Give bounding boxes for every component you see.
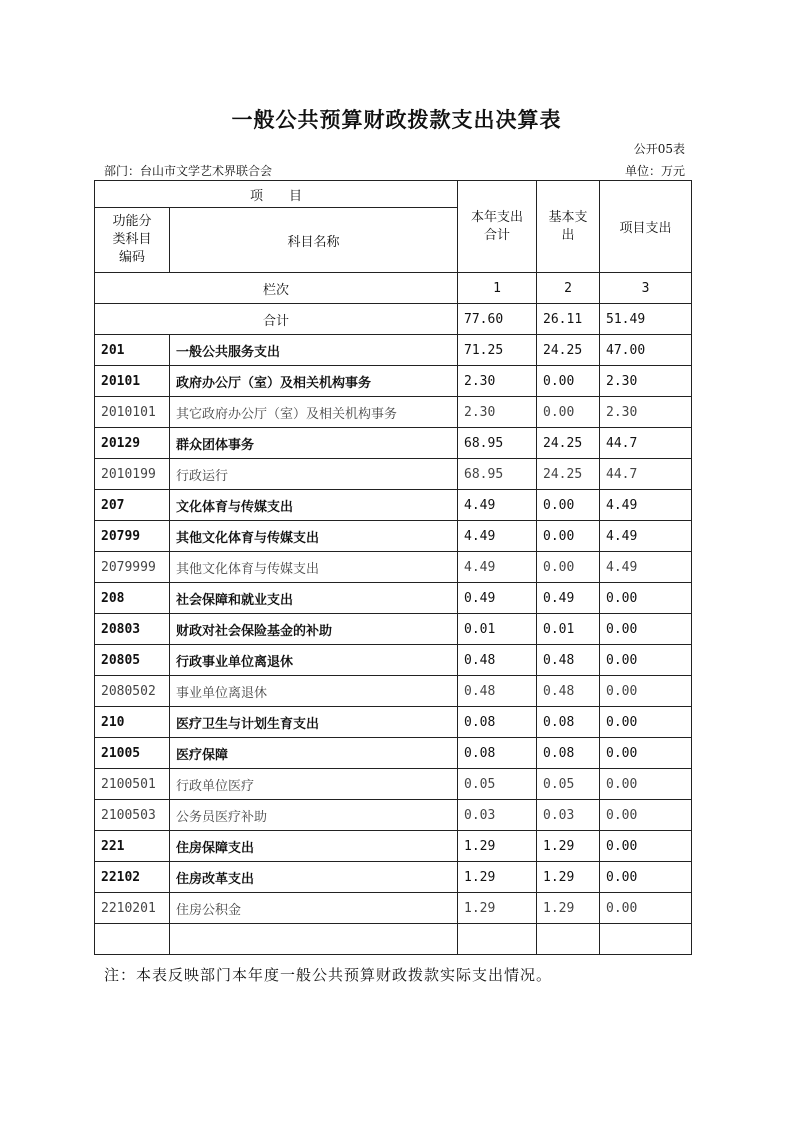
table-row: [95, 397, 692, 428]
row-code: 2079999: [95, 552, 170, 583]
table-row: [95, 583, 692, 614]
table-row: [95, 645, 692, 676]
sum-basic: 26.11: [537, 304, 600, 335]
row-project: 0.00: [600, 893, 692, 924]
row-code: 2100501: [95, 769, 170, 800]
row-code: 20803: [95, 614, 170, 645]
row-basic: 0.00: [537, 552, 600, 583]
row-basic: 0.48: [537, 645, 600, 676]
row-code: 210: [95, 707, 170, 738]
row-code: 207: [95, 490, 170, 521]
table-row: [95, 335, 692, 366]
row-code: 21005: [95, 738, 170, 769]
table-row: [95, 459, 692, 490]
row-total: 4.49: [458, 490, 537, 521]
header-project-expense: 项目支出: [600, 181, 692, 273]
header-code-line3: 编码: [118, 250, 145, 265]
row-total: 68.95: [458, 459, 537, 490]
row-project: 0.00: [600, 769, 692, 800]
row-basic: 0.48: [537, 676, 600, 707]
row-name: 政府办公厅（室）及相关机构事务: [170, 366, 458, 397]
row-code: 20805: [95, 645, 170, 676]
empty-cell: [458, 924, 537, 955]
sum-label: 合计: [95, 304, 458, 335]
sum-total: 77.60: [458, 304, 537, 335]
header-basic: [537, 181, 600, 273]
row-code: 2100503: [95, 800, 170, 831]
row-code: 201: [95, 335, 170, 366]
row-name: 社会保障和就业支出: [170, 583, 458, 614]
row-total: 1.29: [458, 831, 537, 862]
row-project: 0.00: [600, 583, 692, 614]
row-basic: 1.29: [537, 893, 600, 924]
row-project: 4.49: [600, 521, 692, 552]
row-basic: 0.01: [537, 614, 600, 645]
row-project: 2.30: [600, 366, 692, 397]
table-row: [95, 521, 692, 552]
row-project: 47.00: [600, 335, 692, 366]
expenditure-table: [94, 180, 692, 955]
table-row: [95, 769, 692, 800]
row-project: 4.49: [600, 490, 692, 521]
row-total: 0.49: [458, 583, 537, 614]
row-name: 群众团体事务: [170, 428, 458, 459]
row-name: 医疗卫生与计划生育支出: [170, 707, 458, 738]
row-total: 0.48: [458, 645, 537, 676]
empty-cell: [600, 924, 692, 955]
row-basic: 0.00: [537, 366, 600, 397]
row-code: 20799: [95, 521, 170, 552]
row-name: 其他文化体育与传媒支出: [170, 552, 458, 583]
row-code: 2010199: [95, 459, 170, 490]
row-code: 20101: [95, 366, 170, 397]
row-name: 财政对社会保险基金的补助: [170, 614, 458, 645]
row-name: 住房公积金: [170, 893, 458, 924]
row-name: 行政事业单位离退休: [170, 645, 458, 676]
row-total: 0.48: [458, 676, 537, 707]
row-name: 公务员医疗补助: [170, 800, 458, 831]
row-basic: 24.25: [537, 428, 600, 459]
row-basic: 1.29: [537, 831, 600, 862]
row-total: 0.01: [458, 614, 537, 645]
row-project: 0.00: [600, 645, 692, 676]
form-number: 公开05表: [633, 142, 685, 156]
table-row: [95, 676, 692, 707]
row-total: 4.49: [458, 552, 537, 583]
row-total: 2.30: [458, 366, 537, 397]
empty-cell: [537, 924, 600, 955]
page-title: 一般公共预算财政拨款支出决算表: [231, 107, 562, 132]
row-basic: 24.25: [537, 335, 600, 366]
row-project: 0.00: [600, 831, 692, 862]
unit-label: 单位：万元: [624, 164, 685, 178]
table-row: [95, 366, 692, 397]
empty-cell: [170, 924, 458, 955]
row-name: 其他文化体育与传媒支出: [170, 521, 458, 552]
row-code: 2080502: [95, 676, 170, 707]
row-basic: 0.00: [537, 521, 600, 552]
header-project: 项 目: [95, 181, 458, 208]
header-total-line1: 本年支出: [471, 209, 524, 225]
row-name: 医疗保障: [170, 738, 458, 769]
row-basic: 0.08: [537, 707, 600, 738]
row-project: 0.00: [600, 738, 692, 769]
row-project: 0.00: [600, 862, 692, 893]
header-basic-line1: 基本支: [548, 209, 588, 225]
header-code-line2: 类科目: [112, 232, 152, 247]
row-basic: 0.00: [537, 490, 600, 521]
header-code-line1: 功能分: [112, 214, 152, 229]
row-name: 文化体育与传媒支出: [170, 490, 458, 521]
table-row: [95, 428, 692, 459]
row-project: 44.7: [600, 428, 692, 459]
header-basic-line2: 出: [561, 227, 575, 243]
header-total-line2: 合计: [484, 227, 511, 243]
row-name: 行政单位医疗: [170, 769, 458, 800]
row-code: 208: [95, 583, 170, 614]
row-total: 71.25: [458, 335, 537, 366]
row-name: 其它政府办公厅（室）及相关机构事务: [170, 397, 458, 428]
row-total: 1.29: [458, 862, 537, 893]
row-total: 4.49: [458, 521, 537, 552]
sum-project: 51.49: [600, 304, 692, 335]
department-label: 部门：台山市文学艺术界联合会: [104, 164, 273, 178]
table-row: [95, 862, 692, 893]
table-row: [95, 707, 692, 738]
row-total: 68.95: [458, 428, 537, 459]
table-row: [95, 490, 692, 521]
row-basic: 0.05: [537, 769, 600, 800]
header-code: [95, 208, 170, 273]
table-row: [95, 738, 692, 769]
table-row: [95, 800, 692, 831]
column-index-label: 栏次: [95, 273, 458, 304]
table-row: [95, 831, 692, 862]
row-basic: 0.49: [537, 583, 600, 614]
row-project: 0.00: [600, 614, 692, 645]
footnote: 注：本表反映部门本年度一般公共预算财政拨款实际支出情况。: [104, 966, 553, 984]
table-row: [95, 552, 692, 583]
row-project: 4.49: [600, 552, 692, 583]
row-project: 2.30: [600, 397, 692, 428]
table-body: [95, 335, 692, 924]
header-total: [458, 181, 537, 273]
row-basic: 0.03: [537, 800, 600, 831]
row-code: 20129: [95, 428, 170, 459]
row-name: 行政运行: [170, 459, 458, 490]
table-row: [95, 893, 692, 924]
row-basic: 1.29: [537, 862, 600, 893]
row-total: 0.08: [458, 707, 537, 738]
table-row: [95, 614, 692, 645]
row-project: 0.00: [600, 800, 692, 831]
row-project: 44.7: [600, 459, 692, 490]
row-code: 2210201: [95, 893, 170, 924]
row-total: 0.05: [458, 769, 537, 800]
row-basic: 0.08: [537, 738, 600, 769]
row-code: 221: [95, 831, 170, 862]
row-basic: 0.00: [537, 397, 600, 428]
row-project: 0.00: [600, 707, 692, 738]
row-name: 住房改革支出: [170, 862, 458, 893]
row-project: 0.00: [600, 676, 692, 707]
row-name: 住房保障支出: [170, 831, 458, 862]
row-total: 0.08: [458, 738, 537, 769]
row-total: 2.30: [458, 397, 537, 428]
column-index-3: 3: [600, 273, 692, 304]
row-total: 1.29: [458, 893, 537, 924]
empty-cell: [95, 924, 170, 955]
column-index-1: 1: [458, 273, 537, 304]
row-total: 0.03: [458, 800, 537, 831]
row-basic: 24.25: [537, 459, 600, 490]
header-name: 科目名称: [170, 208, 458, 273]
column-index-2: 2: [537, 273, 600, 304]
row-code: 22102: [95, 862, 170, 893]
row-code: 2010101: [95, 397, 170, 428]
row-name: 事业单位离退休: [170, 676, 458, 707]
row-name: 一般公共服务支出: [170, 335, 458, 366]
